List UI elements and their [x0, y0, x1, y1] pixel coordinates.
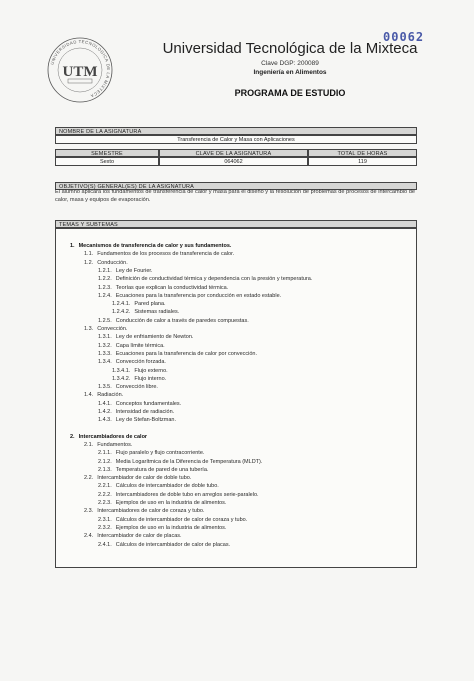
subtopic-item [98, 483, 219, 489]
course-name: Transferencia de Calor y Masa con Aplicaciones [177, 137, 295, 143]
semester-header: SEMESTRE [55, 149, 159, 157]
topic-text: Flujo externo. [134, 367, 168, 374]
topic-text: Flujo interno. [134, 375, 167, 382]
topic-number: 2.1.3. [98, 466, 112, 473]
hours-value: 119 [358, 159, 367, 165]
objectives-text: El alumno aplicará los fundamentos de transferencia de calor y masa para el diseño y la resolución de problemas de procesos de intercambio de calor, masa y equipos de evaporación. [55, 189, 415, 203]
document-number: 00062 [383, 30, 425, 44]
topic-number: 1. [70, 243, 75, 249]
topic-text: Ecuaciones para la transferencia por conducción en estado estable. [115, 292, 282, 299]
subtopic-item [84, 475, 191, 481]
topic-text: Intercambiadores de doble tubo en arreglos serie-paralelo. [115, 491, 259, 498]
subtopic-item [98, 384, 158, 390]
subtopic-item [84, 533, 182, 539]
topics-box [55, 228, 417, 568]
topic-text: Intercambiador de calor de doble tubo. [97, 475, 192, 482]
code-header: CLAVE DE LA ASIGNATURA [159, 149, 308, 157]
topic-number: 1.3.2. [98, 342, 112, 349]
topic-number: 2.1. [84, 441, 94, 448]
topic-number: 1.2.4.1. [112, 301, 131, 308]
topic-number: 2.2.2. [98, 491, 112, 498]
topic-number: 1.3.1. [98, 334, 112, 341]
topic-text: Ejemplos de uso en la industria de alimentos. [115, 524, 227, 531]
subtopic-item [84, 442, 132, 448]
topic-text: Intensidad de radiación. [115, 409, 175, 415]
topic-number: 1.3.3. [98, 350, 112, 357]
objectives-header: OBJETIVO(S) GENERAL(ES) DE LA ASIGNATURA [55, 182, 417, 190]
topic-number: 1.1. [84, 251, 94, 258]
subtopic-item [98, 343, 165, 349]
topic-number: 1.3.4.2. [112, 375, 131, 382]
subtopic-item [98, 268, 152, 274]
subtopic-item [112, 301, 166, 307]
topic-text: Definición de conductividad térmica y dependencia con la presión y temperatura. [115, 276, 313, 283]
topic-text: Intercambiador de calor de placas. [97, 533, 182, 540]
topic-text: Intercambiadores de calor de coraza y tubo. [97, 508, 205, 515]
topic-heading [70, 243, 231, 249]
topics-header: TEMAS Y SUBTEMAS [55, 220, 417, 228]
topic-number: 1.4.2. [98, 409, 112, 415]
course-name-box [55, 135, 417, 144]
subtopic-item [112, 376, 166, 382]
topic-text: Fundamentos. [97, 441, 133, 448]
university-seal-icon [46, 36, 114, 104]
topic-text: Radiación. [97, 392, 124, 399]
code-cell [159, 157, 308, 166]
dgp-code: Clave DGP: 200089 [261, 60, 319, 67]
subtopic-item [98, 334, 193, 340]
topic-number: 2.4.1. [98, 541, 112, 548]
hours-header: TOTAL DE HORAS [308, 149, 417, 157]
topic-text: Sistemas radiales. [134, 309, 180, 316]
subtopic-item [98, 318, 249, 324]
topic-number: 2.1.1. [98, 450, 112, 457]
hours-cell [308, 157, 417, 166]
topic-number: 1.2.5. [98, 317, 112, 324]
career-name: Ingeniería en Alimentos [253, 69, 327, 76]
topic-number: 1.4.1. [98, 400, 112, 407]
subtopic-item [98, 542, 230, 548]
topic-number: 1.2.4.2. [112, 309, 131, 316]
topic-text: Flujo paralelo y flujo contracorriente. [115, 450, 205, 457]
topic-number: 2.2.3. [98, 500, 112, 506]
program-title: PROGRAMA DE ESTUDIO [234, 88, 346, 98]
subtopic-item [84, 392, 123, 398]
topic-number: 2.3.1. [98, 516, 112, 523]
topic-number: 2.2. [84, 475, 94, 482]
subtopic-item [98, 276, 312, 282]
topic-number: 2.2.1. [98, 483, 112, 490]
topic-text: Intercambiadores de calor [78, 433, 148, 440]
university-name: Universidad Tecnológica de la Mixteca [162, 40, 418, 57]
subtopic-item [84, 326, 127, 332]
subtopic-item [98, 459, 262, 465]
topic-text: Ley de Stefan-Boltzman. [115, 417, 176, 424]
topic-number: 2.4. [84, 533, 94, 540]
subtopic-item [98, 409, 174, 415]
topic-text: Pared plana. [134, 301, 166, 308]
subtopic-item [98, 359, 166, 365]
topic-number: 1.2. [84, 259, 94, 266]
svg-text:UNIVERSIDAD TECNOLOGICA DE LA: UNIVERSIDAD TECNOLOGICA DE LA MIXTECA [49, 38, 112, 99]
subtopic-item [98, 525, 226, 531]
topic-number: 1.2.2. [98, 276, 112, 283]
topic-heading [70, 434, 147, 440]
topic-text: Convección forzada. [115, 359, 166, 366]
svg-text:UTM: UTM [62, 64, 98, 80]
topic-text: Conducción de calor a través de paredes compuestas. [115, 317, 249, 324]
topic-text: Convección libre. [115, 384, 158, 391]
subtopic-item [98, 517, 247, 523]
semester-value: Sexto [99, 159, 115, 165]
subtopic-item [98, 450, 204, 456]
semester-cell [55, 157, 159, 166]
topic-text: Ejemplos de uso en la industria de alimentos. [115, 500, 227, 506]
topic-text: Temperatura de pared de una tubería. [115, 466, 209, 473]
subtopic-item [98, 351, 257, 357]
topic-text: Cálculos de intercambiador de doble tubo. [115, 483, 219, 490]
subtopic-item [84, 260, 128, 266]
topic-number: 1.3. [84, 326, 94, 332]
topic-text: Cálculos de intercambiador de calor de coraza y tubo. [115, 516, 248, 523]
topic-text: Teorías que explican la conductividad térmica. [115, 284, 229, 291]
subtopic-item [98, 500, 226, 506]
topic-text: Ley de Fourier. [115, 267, 153, 274]
code-value: 064062 [224, 159, 243, 165]
topic-number: 1.3.4.1. [112, 367, 131, 374]
subtopic-item [98, 467, 208, 473]
topic-text: Ecuaciones para la transferencia de calor por convección. [115, 350, 258, 357]
subtopic-item [98, 401, 181, 407]
topic-text: Convección. [97, 326, 128, 332]
topic-text: Fundamentos de los procesos de transferencia de calor. [97, 251, 235, 258]
topic-number: 2. [70, 433, 75, 440]
topic-text: Conducción. [97, 259, 128, 266]
topic-number: 1.3.4. [98, 359, 112, 366]
course-name-header: NOMBRE DE LA ASIGNATURA [55, 127, 417, 135]
topic-text: Conceptos fundamentales. [115, 400, 182, 407]
topic-number: 1.3.5. [98, 384, 112, 391]
topic-number: 1.2.1. [98, 267, 112, 274]
topic-text: Media Logarítmica de la Diferencia de Temperatura (MLDT). [115, 458, 263, 465]
subtopic-item [112, 368, 168, 374]
subtopic-item [98, 293, 281, 299]
topic-number: 2.3.2. [98, 524, 112, 531]
subtopic-item [98, 492, 259, 498]
subtopic-item [112, 309, 179, 315]
subtopic-item [98, 285, 228, 291]
subtopic-item [84, 251, 234, 257]
topic-number: 1.4.3. [98, 417, 112, 424]
subtopic-item [98, 417, 176, 423]
topic-text: Mecanismos de transferencia de calor y sus fundamentos. [78, 243, 232, 249]
topic-text: Cálculos de intercambiador de calor de placas. [115, 541, 231, 548]
topic-number: 2.1.2. [98, 458, 112, 465]
topic-number: 1.2.3. [98, 284, 112, 291]
subtopic-item [84, 508, 205, 514]
topic-number: 1.2.4. [98, 292, 112, 299]
topic-number: 1.4. [84, 392, 94, 399]
topic-text: Ley de enfriamiento de Newton. [115, 334, 194, 341]
topic-text: Capa límite térmica. [115, 342, 165, 349]
topic-number: 2.3. [84, 508, 94, 515]
